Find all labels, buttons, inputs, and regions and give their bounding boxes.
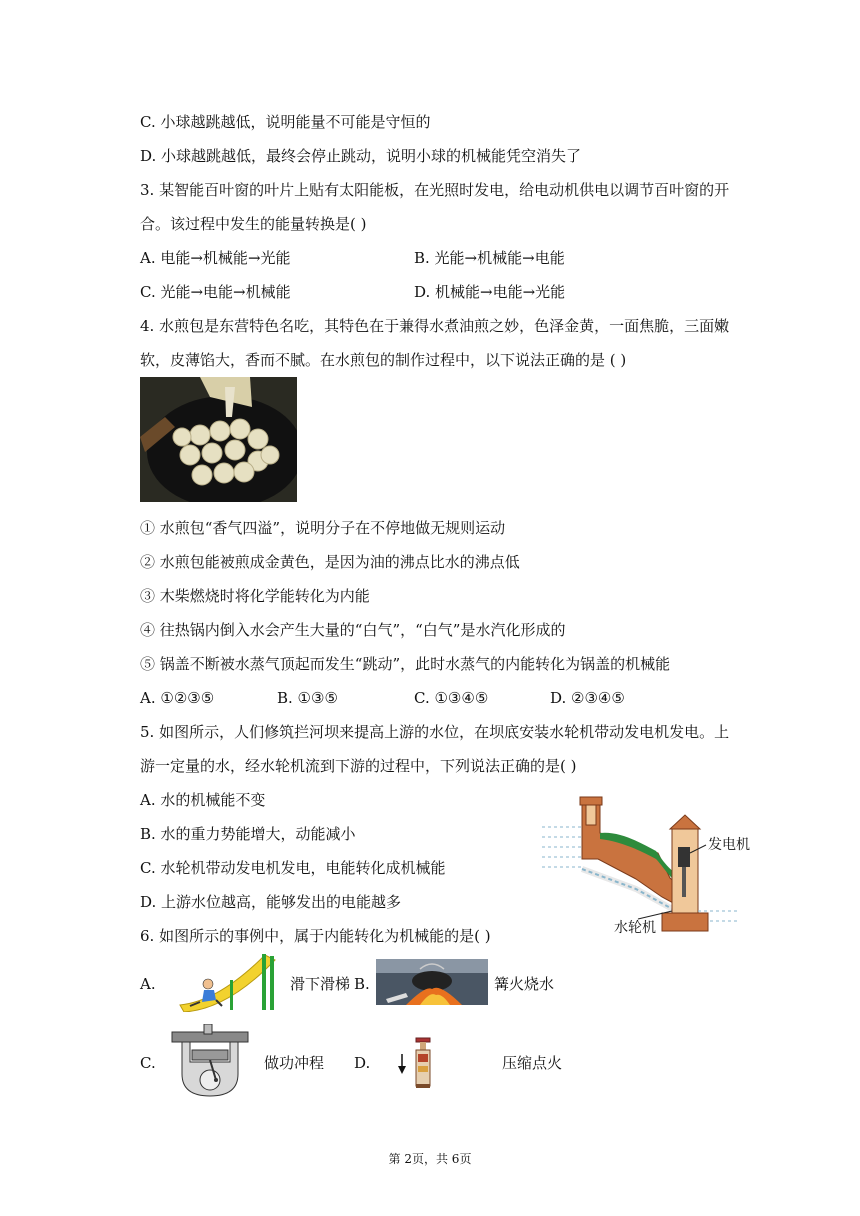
q2-option-d: D. 小球越跳越低，最终会停止跳动，说明小球的机械能凭空消失了 <box>140 147 582 165</box>
q6-option-b-text: 篝火烧水 <box>494 975 555 993</box>
q6-option-a-text: 滑下滑梯 <box>290 975 351 993</box>
q3-option-c: C. 光能→电能→机械能 <box>140 283 291 301</box>
q3-option-d: D. 机械能→电能→光能 <box>414 283 566 301</box>
compression-ignition-diagram <box>394 1036 438 1090</box>
q4-statement-5: ⑤ 锅盖不断被水蒸气顶起而发生“跳动”，此时水蒸气的内能转化为锅盖的机械能 <box>140 655 671 673</box>
slide-illustration <box>170 950 280 1012</box>
dam-turbine-label: 水轮机 <box>614 919 656 935</box>
q4-option-b: B. ①③⑤ <box>277 689 338 707</box>
q4-stem-line2: 软，皮薄馅大，香而不腻。在水煎包的制作过程中，以下说法正确的是 ( ) <box>140 351 627 369</box>
q6-option-a-label: A. <box>140 975 156 993</box>
engine-stroke-diagram <box>170 1024 250 1098</box>
q4-statement-2: ② 水煎包能被煎成金黄色，是因为油的沸点比水的沸点低 <box>140 553 520 571</box>
q5-option-d: D. 上游水位越高，能够发出的电能越多 <box>140 893 402 911</box>
q5-stem-line1: 5. 如图所示，人们修筑拦河坝来提高上游的水位，在坝底安装水轮机带动发电机发电。上 <box>140 723 730 741</box>
page-footer: 第 2页，共 6页 <box>388 1152 472 1166</box>
dam-generator-label: 发电机 <box>708 836 750 852</box>
water-fried-buns-photo <box>140 377 297 502</box>
q6-option-b-label: B. <box>354 975 370 993</box>
q4-statement-4: ④ 往热锅内倒入水会产生大量的“白气”，“白气”是水汽化形成的 <box>140 621 566 639</box>
q4-option-a: A. ①②③⑤ <box>140 689 215 707</box>
q3-option-b: B. 光能→机械能→电能 <box>414 249 565 267</box>
q3-option-a: A. 电能→机械能→光能 <box>140 249 291 267</box>
q4-option-d: D. ②③④⑤ <box>550 689 625 707</box>
q5-option-a: A. 水的机械能不变 <box>140 791 266 809</box>
q5-option-b: B. 水的重力势能增大，动能减小 <box>140 825 356 843</box>
q6-option-d-text: 压缩点火 <box>502 1054 563 1072</box>
campfire-photo <box>376 959 488 1005</box>
q4-stem-line1: 4. 水煎包是东营特色名吃，其特色在于兼得水煮油煎之妙，色泽金黄，一面焦脆，三面嫩 <box>140 317 730 335</box>
q5-option-c: C. 水轮机带动发电机发电，电能转化成机械能 <box>140 859 446 877</box>
q2-option-c: C. 小球越跳越低，说明能量不可能是守恒的 <box>140 113 431 131</box>
q6-option-d-label: D. <box>354 1054 371 1072</box>
q5-stem-line2: 游一定量的水，经水轮机流到下游的过程中，下列说法正确的是( ) <box>140 757 577 775</box>
q4-statement-1: ① 水煎包“香气四溢”，说明分子在不停地做无规则运动 <box>140 519 506 537</box>
q4-option-c: C. ①③④⑤ <box>414 689 489 707</box>
q6-option-c-text: 做功冲程 <box>264 1054 325 1072</box>
q3-stem-line1: 3. 某智能百叶窗的叶片上贴有太阳能板，在光照时发电，给电动机供电以调节百叶窗的开 <box>140 181 730 199</box>
q4-statement-3: ③ 木柴燃烧时将化学能转化为内能 <box>140 587 370 605</box>
q6-option-c-label: C. <box>140 1054 156 1072</box>
q6-stem: 6. 如图所示的事例中，属于内能转化为机械能的是( ) <box>140 927 491 945</box>
q3-stem-line2: 合。该过程中发生的能量转换是( ) <box>140 215 367 233</box>
